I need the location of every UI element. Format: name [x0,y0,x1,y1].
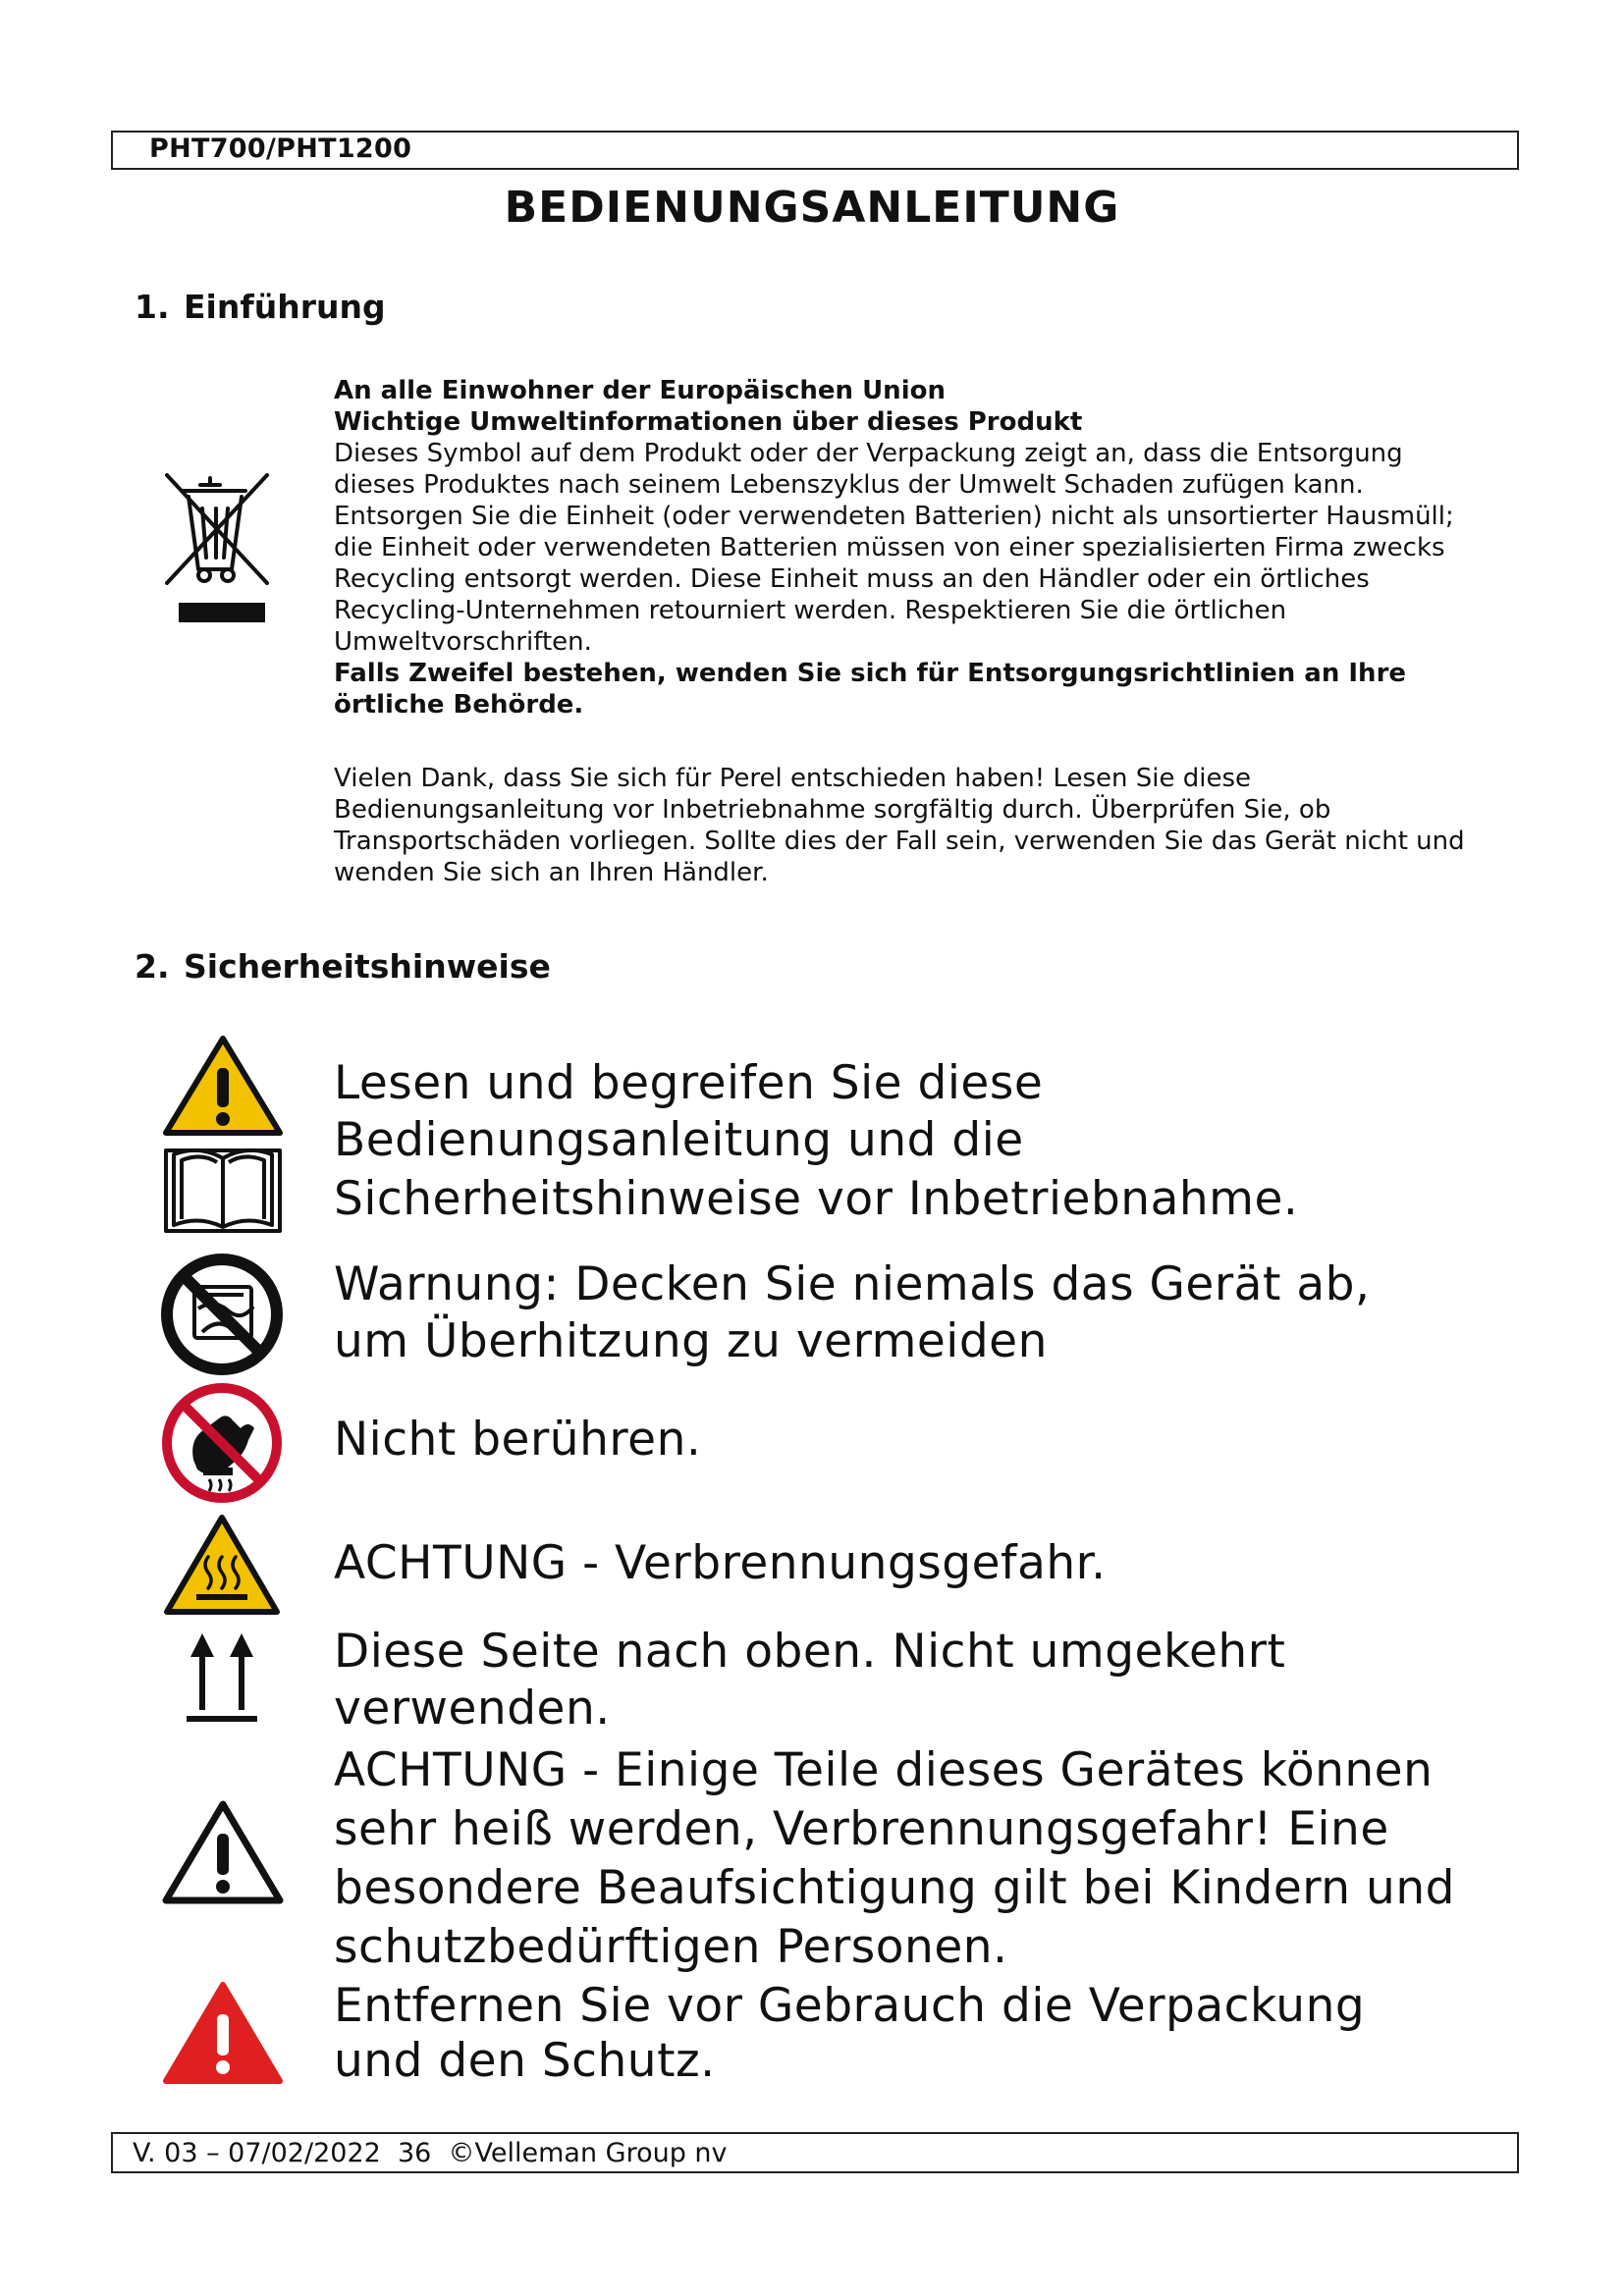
footer [133,2138,728,2168]
footer-page-number: 36 [397,2138,432,2168]
env-line: Umweltvorschriften. [334,627,592,657]
thanks-line: Vielen Dank, dass Sie sich für Perel entschieden haben! Lesen Sie diese [334,764,1252,793]
env-line: die Einheit oder verwendeten Batterien müssen von einer spezialisierten Firma zwecks [334,533,1445,562]
safety-line: Lesen und begreifen Sie diese [334,1056,1044,1110]
thanks-paragraph [334,763,1502,888]
safety-line: um Überhitzung zu vermeiden [334,1314,1048,1368]
safety-line: Diese Seite nach oben. Nicht umgekehrt [334,1625,1286,1679]
model-number: PHT700/PHT1200 [149,133,412,164]
safety-line: Bedienungsanleitung und die [334,1113,1024,1167]
safety-line: sehr heiß werden, Verbrennungsgefahr! Eine [334,1802,1389,1856]
footer-version: V. 03 – 07/02/2022 [133,2138,381,2168]
safety-line: Warnung: Decken Sie niemals das Gerät ab, [334,1257,1371,1311]
section-1-number: 1. [135,288,170,326]
env-line: Dieses Symbol auf dem Produkt oder der Verpackung zeigt an, dass die Entsorgung [334,439,1403,468]
thanks-line: wenden Sie sich an Ihren Händler. [334,858,769,887]
safety-line: ACHTUNG - Einige Teile dieses Gerätes können [334,1743,1434,1797]
safety-line: besondere Beaufsichtigung gilt bei Kindern und [334,1861,1455,1915]
footer-copyright: ©Velleman Group nv [448,2138,728,2168]
section-1-heading [135,288,386,326]
do-not-touch-icon [160,1381,284,1505]
thanks-line: Transportschäden vorliegen. Sollte dies der Fall sein, verwenden Sie das Gerät nicht und [334,827,1465,856]
env-bold-line: Falls Zweifel bestehen, wenden Sie sich für Entsorgungsrichtlinien an Ihre [334,659,1407,688]
safety-line: schutzbedürftigen Personen. [334,1920,1008,1974]
environment-notice [334,375,1502,721]
section-1-title: Einführung [184,288,386,326]
safety-text-1 [334,1055,1512,1228]
do-not-cover-icon [159,1252,285,1377]
warning-triangle-book-icon [160,1033,286,1239]
page-title: BEDIENUNGSANLEITUNG [504,183,1120,233]
section-2-number: 2. [135,947,170,986]
safety-line: und den Schutz. [334,2034,716,2088]
safety-text-4: ACHTUNG - Verbrennungsgefahr. [334,1536,1107,1590]
safety-text-7 [334,1979,1512,2089]
section-2-title: Sicherheitshinweise [184,947,551,986]
thanks-line: Bedienungsanleitung vor Inbetriebnahme sorgfältig durch. Überprüfen Sie, ob [334,795,1331,825]
safety-line: verwenden. [334,1682,611,1735]
this-side-up-icon [181,1629,263,1728]
env-line: Entsorgen Sie die Einheit (oder verwendeten Batterien) nicht als unsortierter Hausmüll; [334,502,1454,531]
hot-surface-icon [161,1512,283,1620]
weee-bin-icon [165,473,278,630]
safety-text-2 [334,1256,1512,1370]
section-2-heading [135,947,551,986]
env-title-1: An alle Einwohner der Europäischen Union [334,376,946,405]
safety-text-3: Nicht berühren. [334,1413,702,1467]
env-bold-line: örtliche Behörde. [334,690,584,720]
env-line: Recycling-Unternehmen retourniert werden. Respektieren Sie die örtlichen [334,596,1287,625]
env-title-2: Wichtige Umweltinformationen über dieses Produkt [334,407,1083,437]
red-warning-icon [160,1979,286,2089]
safety-line: Sicherheitshinweise vor Inbetriebnahme. [334,1172,1299,1226]
env-line: Recycling entsorgt werden. Diese Einheit muss an den Händler oder ein örtliches [334,564,1370,594]
safety-line: Entfernen Sie vor Gebrauch die Verpackung [334,1979,1366,2033]
env-line: dieses Produktes nach seinem Lebenszyklus der Umwelt Schaden zufügen kann. [334,470,1364,500]
safety-text-5 [334,1624,1512,1737]
safety-text-6 [334,1741,1512,1977]
caution-triangle-icon [160,1798,286,1908]
env-body [334,438,1502,658]
